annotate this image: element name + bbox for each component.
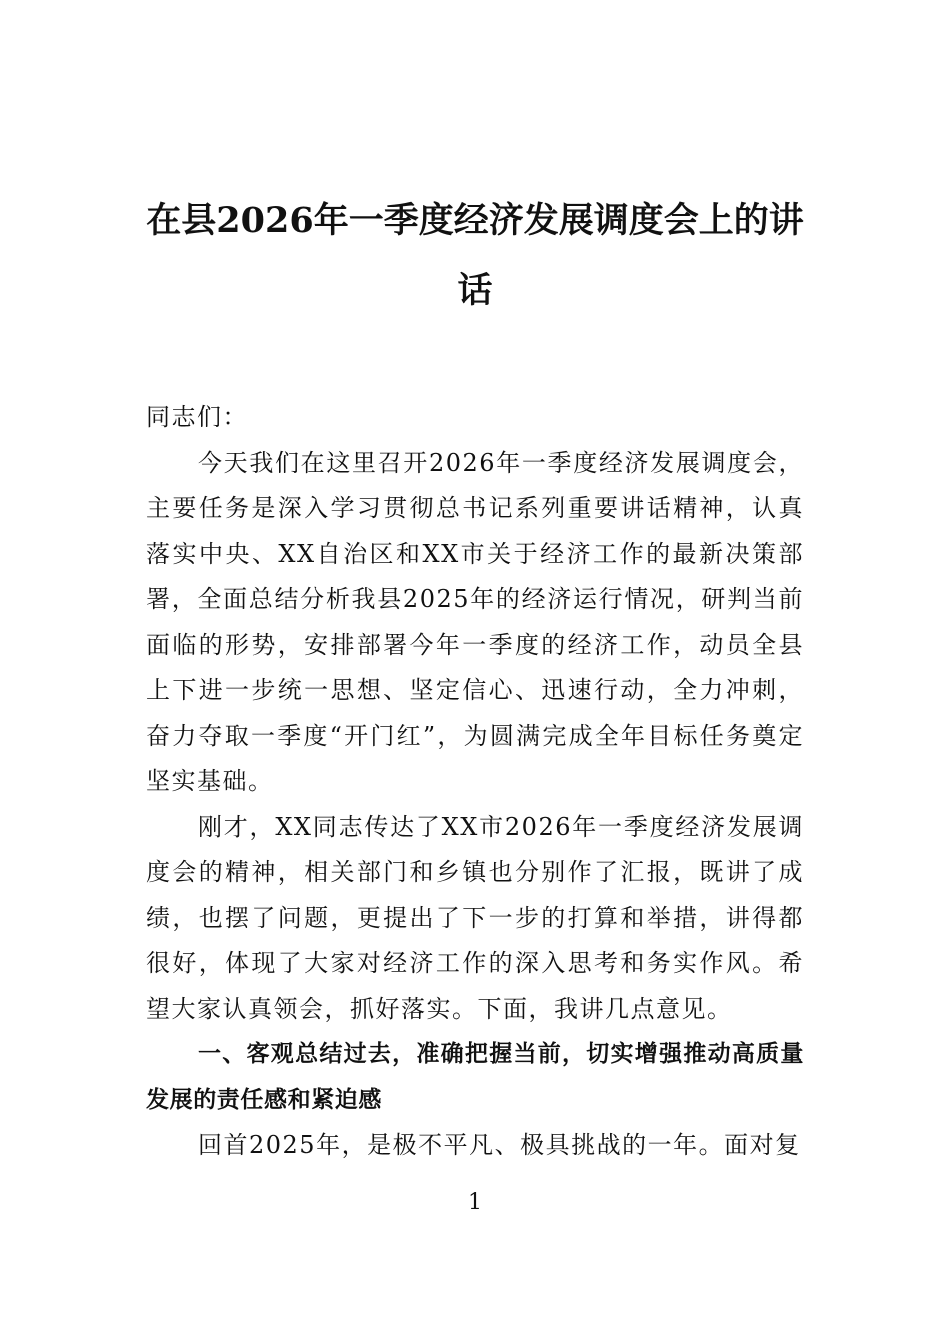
document-title: 在县2026年一季度经济发展调度会上的讲话 [146, 200, 804, 311]
salutation: 同志们： [146, 403, 248, 431]
paragraph-summary: 刚才，XX同志传达了XX市2026年一季度经济发展调度会的精神，相关部门和乡镇也分别作了汇报，既讲了成绩，也摆了问题，更提出了下一步的打算和举措，讲得都很好，体现了大家对经济工作的深入思考和务实作风。希望大家认真领会，抓好落实。下面，我讲几点意见。 [146, 812, 804, 1023]
paragraph-review: 回首2025年，是极不平凡、极具挑战的一年。面对复 [198, 1131, 801, 1159]
section-heading: 一、客观总结过去，准确把握当前，切实增强推动高质量发展的责任感和紧迫感 [146, 1041, 804, 1113]
paragraph-opening: 今天我们在这里召开2026年一季度经济发展调度会，主要任务是深入学习贯彻总书记系列重要讲话精神，认真落实中央、XX自治区和XX市关于经济工作的最新决策部署，全面总结分析我县2025年的经济运行情况，研判当前面临的形势，安排部署今年一季度的经济工作，动员全县上下进一步统一思想、坚定信心、迅速行动，全力冲刺，奋力夺取一季度“开门红”，为圆满完成全年目标任务奠定坚实基础。 [146, 448, 804, 795]
document-body [146, 395, 804, 1169]
page-number: 1 [468, 1190, 482, 1215]
